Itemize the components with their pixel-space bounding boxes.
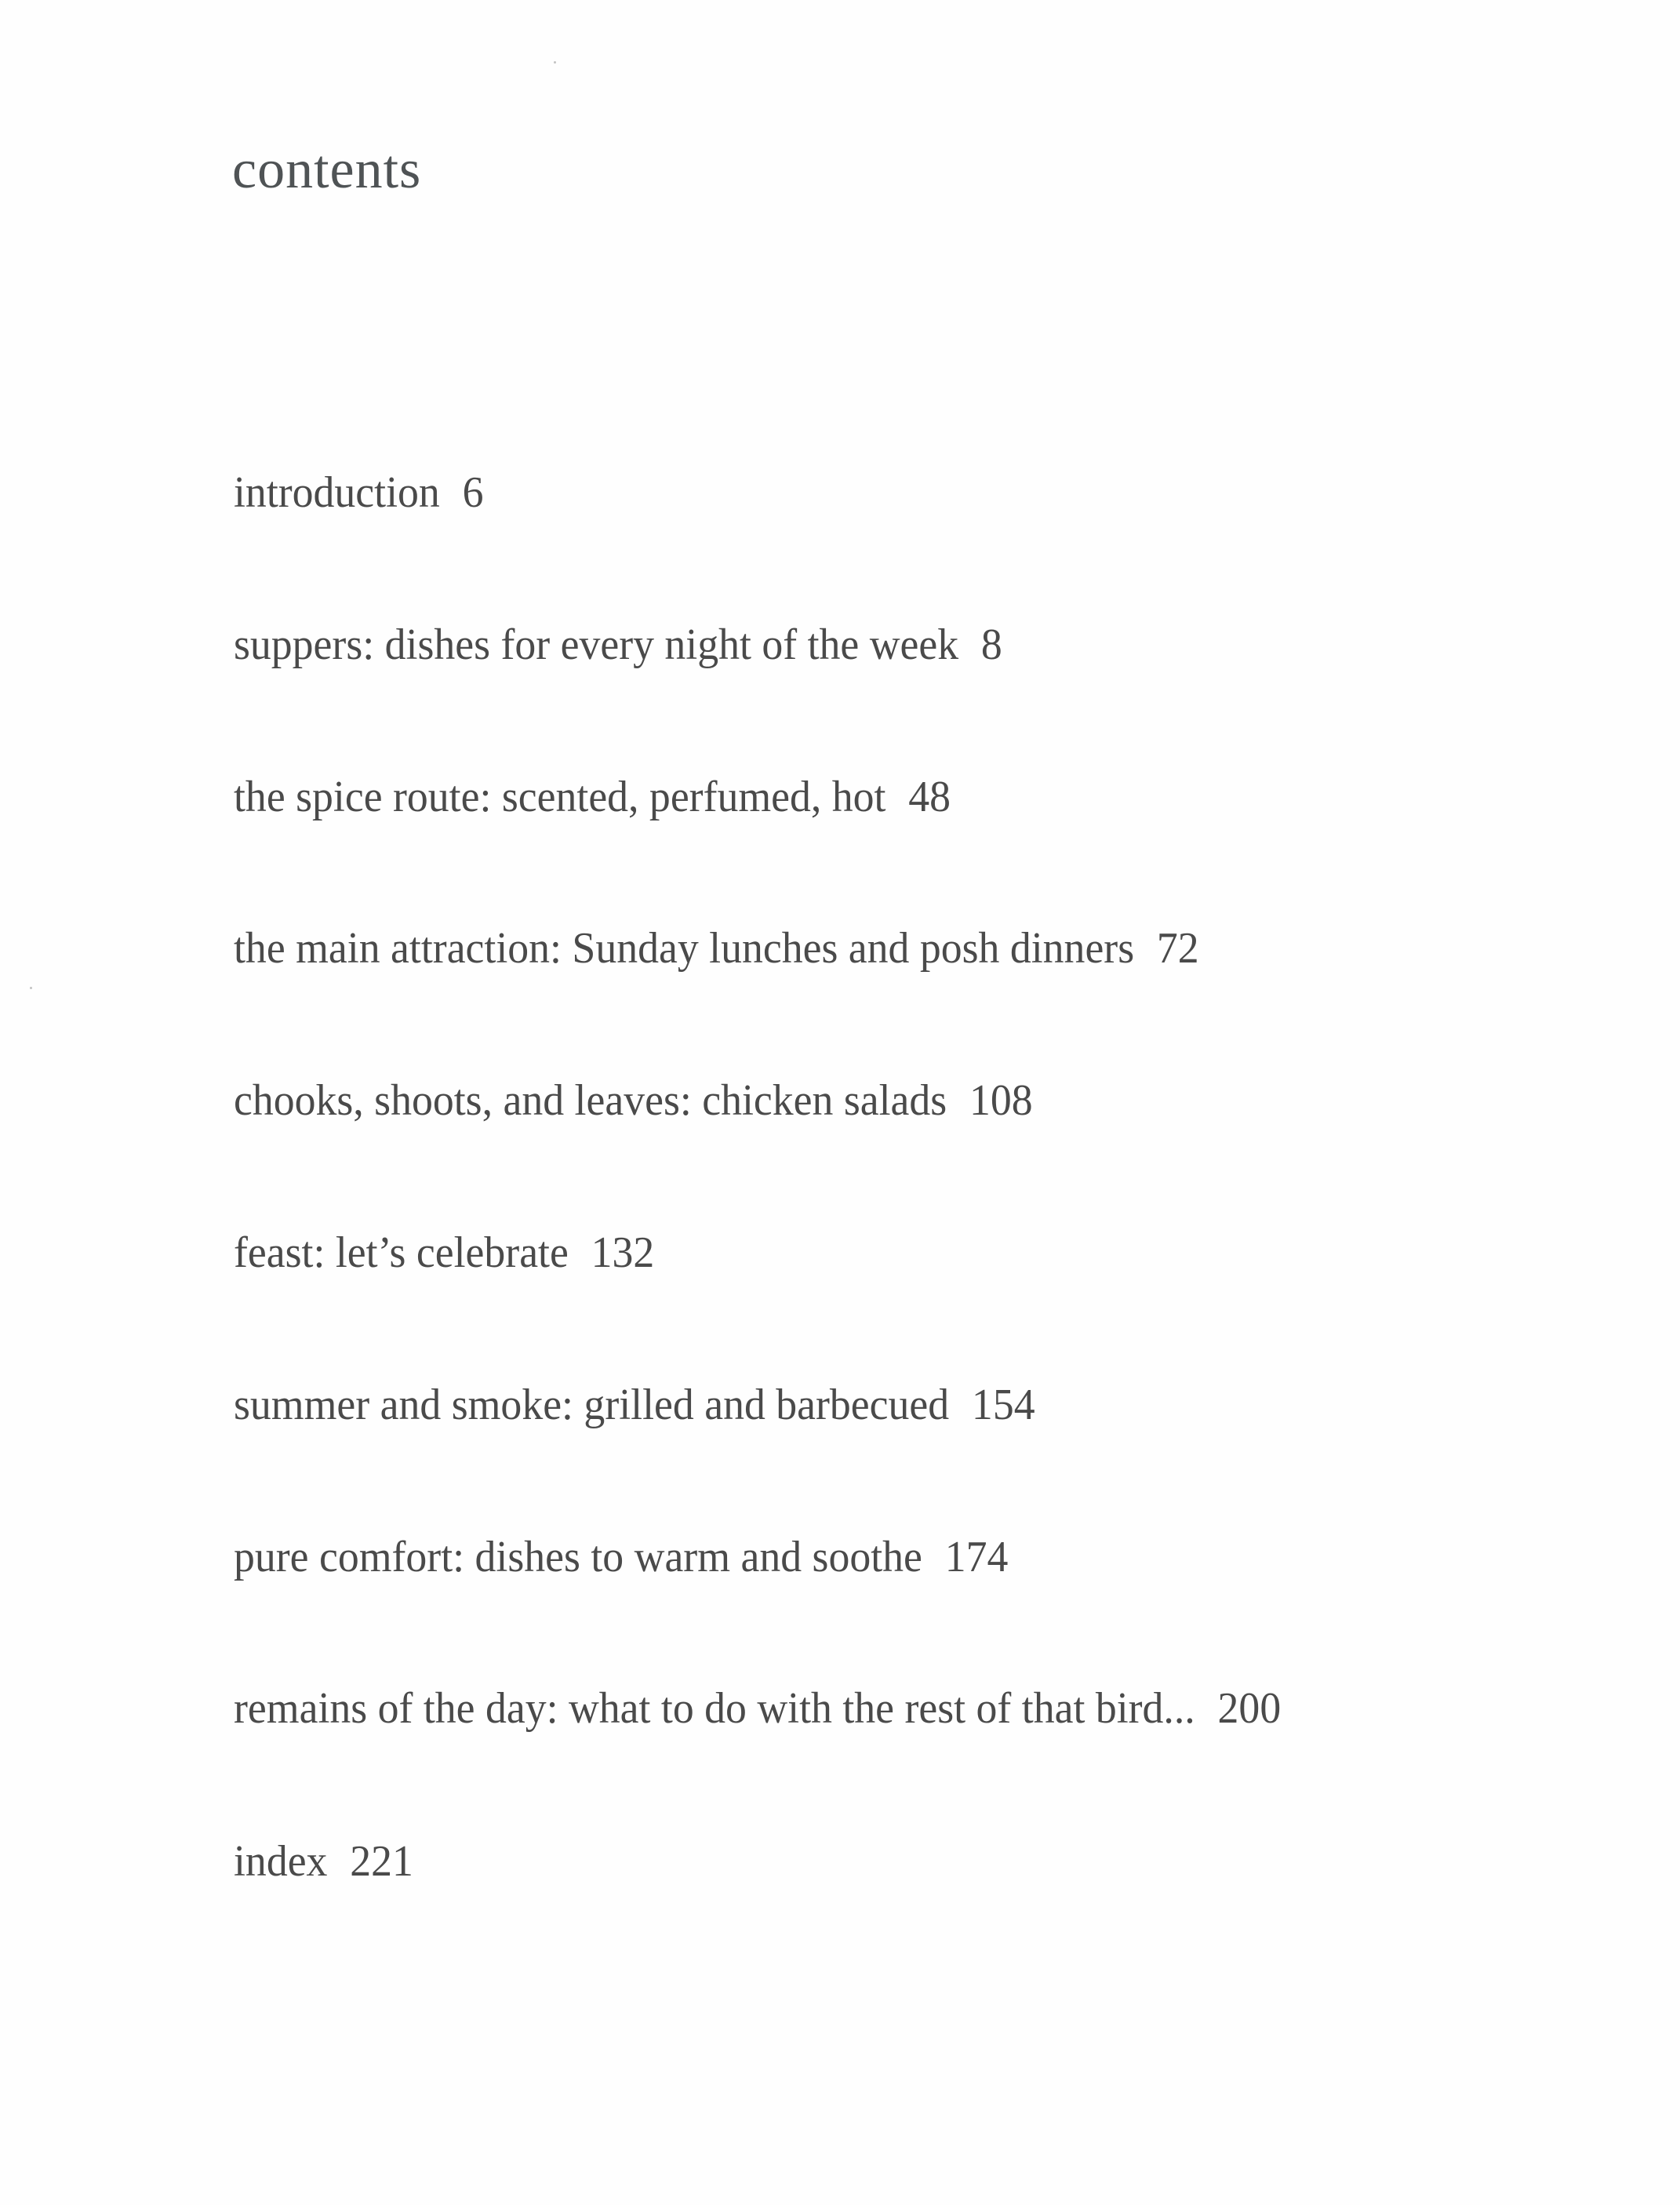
entry-label: the spice route: scented, perfumed, hot: [234, 773, 886, 821]
entry-page-number: 6: [462, 468, 484, 517]
entry-page-number: 132: [591, 1228, 655, 1277]
toc-entry-chooks-shoots-leaves[interactable]: [234, 1076, 1033, 1125]
scan-speck: [30, 987, 32, 989]
entry-page-number: 72: [1156, 924, 1199, 973]
entry-label: summer and smoke: grilled and barbecued: [234, 1381, 950, 1429]
entry-label: the main attraction: Sunday lunches and posh dinners: [234, 924, 1135, 973]
entry-label: introduction: [234, 468, 440, 517]
entry-page-number: 154: [971, 1381, 1035, 1429]
entry-label: index: [234, 1837, 328, 1886]
toc-entry-introduction[interactable]: [234, 468, 484, 517]
scan-speck: [554, 61, 556, 64]
entry-page-number: 48: [908, 773, 951, 821]
toc-entry-suppers[interactable]: [234, 620, 1002, 669]
toc-entry-index[interactable]: [234, 1837, 413, 1886]
toc-entry-pure-comfort[interactable]: [234, 1535, 1008, 1579]
entry-label: pure comfort: dishes to warm and soothe: [234, 1533, 922, 1581]
entry-page-number: 200: [1217, 1684, 1282, 1733]
toc-entry-feast[interactable]: [234, 1228, 655, 1277]
entry-page-number: 221: [350, 1837, 413, 1886]
toc-entry-spice-route[interactable]: [234, 775, 951, 819]
entry-page-number: 8: [980, 620, 1002, 669]
entry-label: chooks, shoots, and leaves: chicken salads: [234, 1076, 947, 1125]
toc-entry-remains-of-the-day[interactable]: [234, 1684, 1282, 1733]
entry-page-number: 108: [969, 1076, 1033, 1125]
entry-label: feast: let’s celebrate: [234, 1228, 569, 1277]
page-title: contents: [232, 140, 422, 200]
entry-page-number: 174: [944, 1533, 1009, 1581]
toc-entry-summer-and-smoke[interactable]: [234, 1383, 1035, 1427]
toc-entry-main-attraction[interactable]: [234, 924, 1199, 973]
entry-label: suppers: dishes for every night of the week: [234, 620, 959, 669]
entry-label: remains of the day: what to do with the rest of that bird...: [234, 1684, 1195, 1733]
